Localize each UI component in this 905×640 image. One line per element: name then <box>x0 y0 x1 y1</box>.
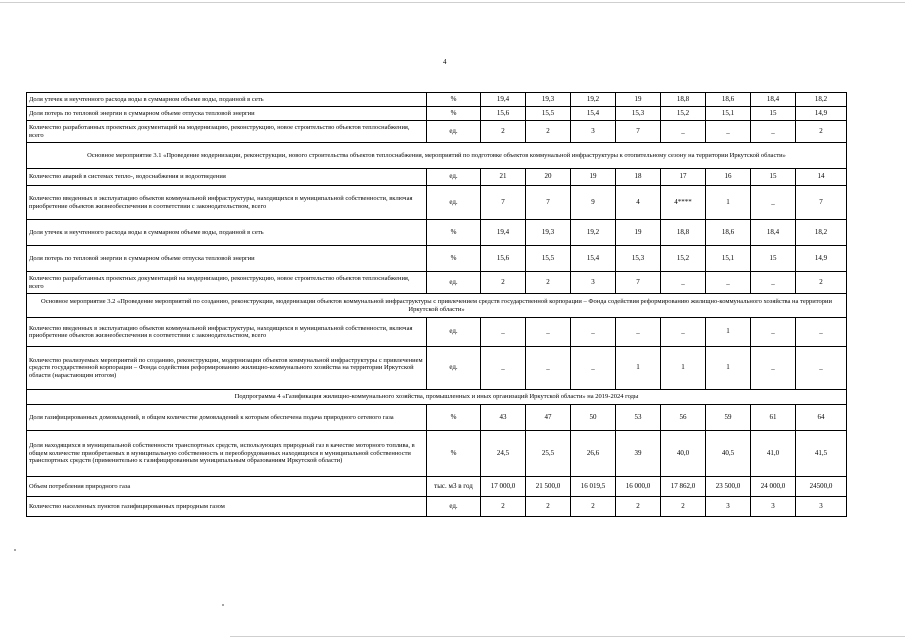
indicator-name: Доля потерь по тепловой энергии в суммарном объеме отпуска тепловой энергии <box>27 246 427 272</box>
value-cell: 15,4 <box>571 246 616 272</box>
value-cell: _ <box>751 318 796 347</box>
unit-cell: ед. <box>427 272 481 294</box>
value-cell: 40,5 <box>706 431 751 477</box>
value-cell: 24,5 <box>481 431 526 477</box>
value-cell: 15,2 <box>661 107 706 121</box>
unit-cell: % <box>427 405 481 431</box>
value-cell: 26,6 <box>571 431 616 477</box>
value-cell: 15,1 <box>706 107 751 121</box>
unit-cell: ед. <box>427 347 481 390</box>
table-row <box>27 318 847 347</box>
table-row <box>27 405 847 431</box>
table-row <box>27 347 847 390</box>
value-cell: 18 <box>616 169 661 186</box>
value-cell: 18,2 <box>796 93 847 107</box>
indicator-name: Объем потребления природного газа <box>27 477 427 497</box>
value-cell: 2 <box>661 497 706 517</box>
unit-cell: ед. <box>427 318 481 347</box>
value-cell: 1 <box>616 347 661 390</box>
value-cell: _ <box>751 272 796 294</box>
unit-cell: ед. <box>427 169 481 186</box>
value-cell: 15,3 <box>616 107 661 121</box>
value-cell: 17 862,0 <box>661 477 706 497</box>
indicator-name: Доля потерь по тепловой энергии в суммарном объеме отпуска тепловой энергии <box>27 107 427 121</box>
value-cell: 61 <box>751 405 796 431</box>
value-cell: 1 <box>661 347 706 390</box>
value-cell: 18,8 <box>661 93 706 107</box>
table-row <box>27 220 847 246</box>
indicator-name: Количество аварий в системах тепло-, водоснабжения и водоотведения <box>27 169 427 186</box>
value-cell: _ <box>526 347 571 390</box>
value-cell: 50 <box>571 405 616 431</box>
value-cell: 56 <box>661 405 706 431</box>
value-cell: 20 <box>526 169 571 186</box>
value-cell: 15,5 <box>526 246 571 272</box>
value-cell: _ <box>751 347 796 390</box>
value-cell: 15,1 <box>706 246 751 272</box>
value-cell: 19,2 <box>571 93 616 107</box>
value-cell: 1 <box>706 347 751 390</box>
section-title: Основное мероприятие 3.1 «Проведение модернизации, реконструкции, нового строительства объектов теплоснабжения, мероприятий по подготовке объектов коммунальной инфраструктуры к отопительному сезону на территории Иркутской области» <box>27 143 847 169</box>
value-cell: 19,2 <box>571 220 616 246</box>
value-cell: 2 <box>796 121 847 143</box>
value-cell: 7 <box>526 186 571 220</box>
value-cell: 21 500,0 <box>526 477 571 497</box>
value-cell: 7 <box>616 272 661 294</box>
value-cell: 2 <box>481 121 526 143</box>
scan-artifact-top <box>0 2 905 3</box>
table-row <box>27 121 847 143</box>
value-cell: _ <box>706 272 751 294</box>
value-cell: _ <box>481 347 526 390</box>
value-cell: 16 000,0 <box>616 477 661 497</box>
value-cell: 53 <box>616 405 661 431</box>
value-cell: 2 <box>481 497 526 517</box>
unit-cell: ед. <box>427 186 481 220</box>
indicator-name: Количество введенных в эксплуатацию объектов коммунальной инфраструктуры, находящихся в муниципальной собственности, включая приобретение объектов жизнеобеспечения в соответствии с законодательством, всего <box>27 186 427 220</box>
unit-cell: ед. <box>427 497 481 517</box>
unit-cell: % <box>427 220 481 246</box>
value-cell: _ <box>571 347 616 390</box>
value-cell: 2 <box>526 272 571 294</box>
scan-artifact-bottom <box>230 636 905 637</box>
value-cell: 15 <box>751 169 796 186</box>
value-cell: 25,5 <box>526 431 571 477</box>
value-cell: 3 <box>706 497 751 517</box>
value-cell: 15 <box>751 107 796 121</box>
value-cell: 2 <box>796 272 847 294</box>
value-cell: 15,4 <box>571 107 616 121</box>
table-row <box>27 477 847 497</box>
value-cell: 16 019,5 <box>571 477 616 497</box>
unit-cell: % <box>427 93 481 107</box>
section-title: Подпрограмма 4 «Газификация жилищно-коммунального хозяйства, промышленных и иных организаций Иркутской области» на 2019-2024 годы <box>27 390 847 405</box>
value-cell: _ <box>616 318 661 347</box>
value-cell: 16 <box>706 169 751 186</box>
value-cell: 64 <box>796 405 847 431</box>
value-cell: 14,9 <box>796 107 847 121</box>
indicator-name: Количество введенных в эксплуатацию объектов коммунальной инфраструктуры, находящихся в муниципальной собственности, включая приобретение объектов жизнеобеспечения в соответствии с законодательством, всего <box>27 318 427 347</box>
section-title: Основное мероприятие 3.2 «Проведение мероприятий по созданию, реконструкции, модернизации объектов коммунальной инфраструктуры с привлечением средств государственной корпорации – Фонда содействия реформированию жилищно-коммунального хозяйства на территории Иркутской области» <box>27 294 847 318</box>
page-number: 4 <box>443 58 447 66</box>
unit-cell: % <box>427 431 481 477</box>
table-row <box>27 186 847 220</box>
value-cell: 7 <box>481 186 526 220</box>
table-row <box>27 272 847 294</box>
value-cell: _ <box>661 272 706 294</box>
value-cell: 19 <box>616 220 661 246</box>
indicator-name: Доля газифицированных домовладений, в общем количестве домовладений к которым обеспечена подача природного сетевого газа <box>27 405 427 431</box>
scan-speck <box>14 549 16 551</box>
table-row <box>27 107 847 121</box>
value-cell: 47 <box>526 405 571 431</box>
value-cell: 1 <box>706 186 751 220</box>
value-cell: 39 <box>616 431 661 477</box>
value-cell: _ <box>661 318 706 347</box>
value-cell: 17 000,0 <box>481 477 526 497</box>
indicator-name: Количество разработанных проектных документаций на модернизацию, реконструкцию, новое строительство объектов теплоснабжения, всего <box>27 121 427 143</box>
value-cell: 18,4 <box>751 220 796 246</box>
indicator-name: Доля находящихся в муниципальной собственности транспортных средств, использующих природный газ в качестве моторного топлива, в общем количестве приобретаемых в муниципальную собственность и переоборудованных находящихся в муниципальной собственности транспортных средств (применительно к газифицированным муниципальным образованиям Иркутской области) <box>27 431 427 477</box>
value-cell: 3 <box>571 121 616 143</box>
value-cell: 41,5 <box>796 431 847 477</box>
value-cell: 18,4 <box>751 93 796 107</box>
value-cell: 2 <box>526 121 571 143</box>
value-cell: 19,4 <box>481 220 526 246</box>
value-cell: 18,6 <box>706 93 751 107</box>
value-cell: 23 500,0 <box>706 477 751 497</box>
indicator-name: Доля утечек и неучтенного расхода воды в суммарном объеме воды, поданной в сеть <box>27 93 427 107</box>
value-cell: 2 <box>616 497 661 517</box>
value-cell: 19,3 <box>526 93 571 107</box>
value-cell: 3 <box>796 497 847 517</box>
value-cell: _ <box>751 121 796 143</box>
section-row <box>27 294 847 318</box>
value-cell: 2 <box>571 497 616 517</box>
value-cell: 40,0 <box>661 431 706 477</box>
value-cell: 43 <box>481 405 526 431</box>
value-cell: 17 <box>661 169 706 186</box>
section-row <box>27 390 847 405</box>
value-cell: 15,6 <box>481 107 526 121</box>
indicators-table <box>26 92 847 517</box>
value-cell: 14 <box>796 169 847 186</box>
value-cell: 15,5 <box>526 107 571 121</box>
value-cell: 18,2 <box>796 220 847 246</box>
value-cell: 19,3 <box>526 220 571 246</box>
section-row <box>27 143 847 169</box>
indicator-name: Количество населенных пунктов газифицированных природным газом <box>27 497 427 517</box>
indicator-name: Количество разработанных проектных документаций на модернизацию, реконструкцию, новое строительство объектов теплоснабжения, всего <box>27 272 427 294</box>
value-cell: _ <box>706 121 751 143</box>
value-cell: 18,6 <box>706 220 751 246</box>
value-cell: 4**** <box>661 186 706 220</box>
value-cell: 21 <box>481 169 526 186</box>
table-row <box>27 93 847 107</box>
value-cell: 24 000,0 <box>751 477 796 497</box>
value-cell: 59 <box>706 405 751 431</box>
unit-cell: % <box>427 107 481 121</box>
value-cell: 7 <box>796 186 847 220</box>
value-cell: 3 <box>571 272 616 294</box>
value-cell: 9 <box>571 186 616 220</box>
value-cell: 19 <box>616 93 661 107</box>
value-cell: 15,6 <box>481 246 526 272</box>
table-row <box>27 497 847 517</box>
value-cell: _ <box>796 347 847 390</box>
value-cell: 19 <box>571 169 616 186</box>
value-cell: 4 <box>616 186 661 220</box>
value-cell: 41,0 <box>751 431 796 477</box>
table-row <box>27 431 847 477</box>
unit-cell: % <box>427 246 481 272</box>
value-cell: 15,3 <box>616 246 661 272</box>
value-cell: _ <box>526 318 571 347</box>
value-cell: 1 <box>706 318 751 347</box>
value-cell: 3 <box>751 497 796 517</box>
scan-speck <box>222 604 224 606</box>
indicator-name: Доля утечек и неучтенного расхода воды в суммарном объеме воды, поданной в сеть <box>27 220 427 246</box>
value-cell: _ <box>571 318 616 347</box>
value-cell: 18,8 <box>661 220 706 246</box>
table-row <box>27 169 847 186</box>
value-cell: 19,4 <box>481 93 526 107</box>
value-cell: 24500,0 <box>796 477 847 497</box>
value-cell: 14,9 <box>796 246 847 272</box>
table-row <box>27 246 847 272</box>
value-cell: 2 <box>481 272 526 294</box>
value-cell: 15,2 <box>661 246 706 272</box>
value-cell: _ <box>796 318 847 347</box>
unit-cell: ед. <box>427 121 481 143</box>
unit-cell: тыс. м3 в год <box>427 477 481 497</box>
value-cell: 15 <box>751 246 796 272</box>
value-cell: _ <box>751 186 796 220</box>
value-cell: _ <box>661 121 706 143</box>
value-cell: _ <box>481 318 526 347</box>
indicator-name: Количество реализуемых мероприятий по созданию, реконструкции, модернизации объектов коммунальной инфраструктуры с привлечением средств государственной корпорации – Фонда содействия реформированию жилищно-коммунального хозяйства на территории Иркутской области (нарастающим итогом) <box>27 347 427 390</box>
value-cell: 7 <box>616 121 661 143</box>
value-cell: 2 <box>526 497 571 517</box>
